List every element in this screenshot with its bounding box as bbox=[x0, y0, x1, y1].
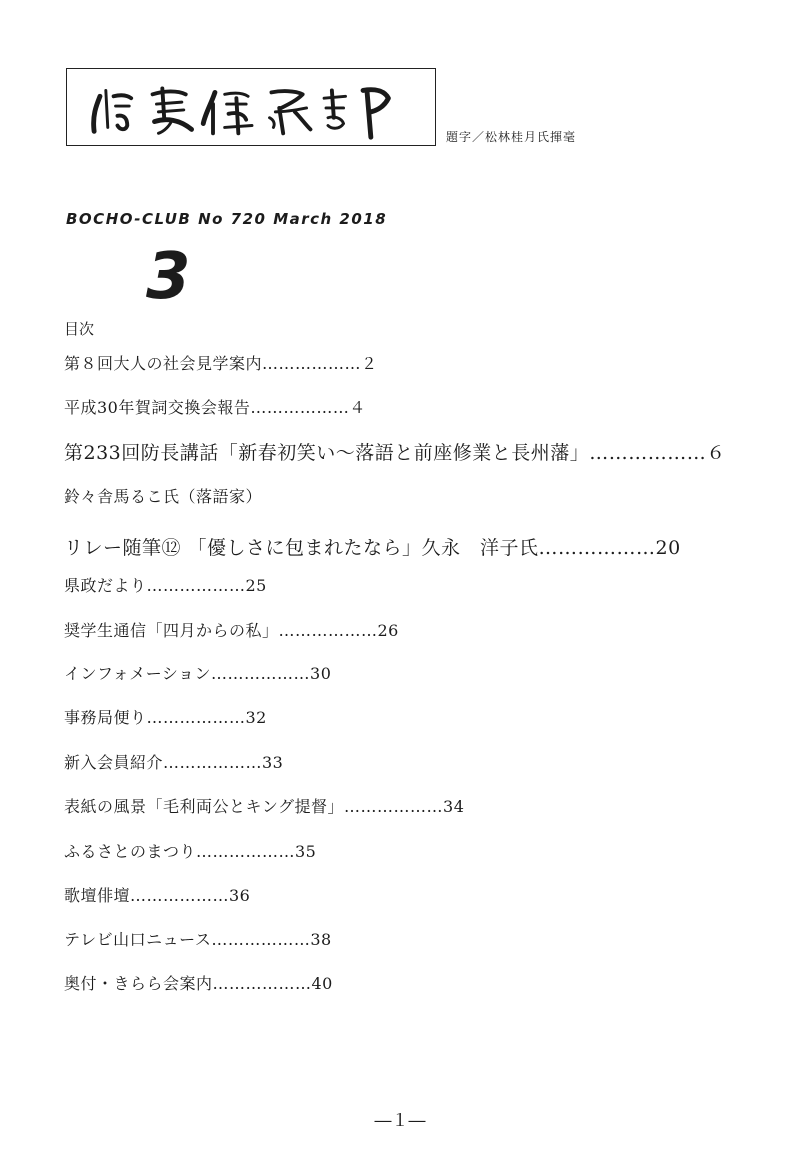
issue-month-number: 3 bbox=[146, 240, 191, 314]
toc-item: 鈴々舎馬るこ氏（落語家） bbox=[64, 487, 263, 506]
toc-item: リレー随筆⑫ 「優しさに包まれたなら」久永 洋子氏………………20 bbox=[64, 537, 681, 559]
toc-item: 事務局便り………………32 bbox=[64, 708, 267, 727]
toc-item: ふるさとのまつり………………35 bbox=[64, 842, 317, 861]
masthead-logo bbox=[66, 68, 436, 146]
toc-item: 第８回大人の社会見学案内………………２ bbox=[64, 354, 378, 373]
toc-item: テレビ山口ニュース………………38 bbox=[64, 930, 332, 949]
toc-item: 奥付・きらら会案内………………40 bbox=[64, 974, 333, 993]
toc-item: 歌壇俳壇………………36 bbox=[64, 886, 251, 905]
toc-item: 平成30年賀詞交換会報告………………４ bbox=[64, 398, 366, 417]
toc-heading: 目次 bbox=[64, 320, 95, 338]
toc-item: 県政だより………………25 bbox=[64, 576, 267, 595]
toc-item: 新入会員紹介………………33 bbox=[64, 753, 284, 772]
calligraphy-title-icon bbox=[67, 69, 435, 145]
page-number: ―１― bbox=[374, 1111, 426, 1131]
toc-item: 表紙の風景「毛利両公とキング提督」………………34 bbox=[64, 797, 465, 816]
toc-item: インフォメーション………………30 bbox=[64, 664, 332, 683]
toc-item: 第233回防長講話「新春初笑い～落語と前座修業と長州藩」………………６ bbox=[64, 442, 726, 464]
calligraphy-credit: 題字／松林桂月氏揮毫 bbox=[446, 130, 577, 144]
toc-item: 奨学生通信「四月からの私」………………26 bbox=[64, 621, 399, 640]
issue-line: BOCHO-CLUB No 720 March 2018 bbox=[66, 210, 388, 228]
